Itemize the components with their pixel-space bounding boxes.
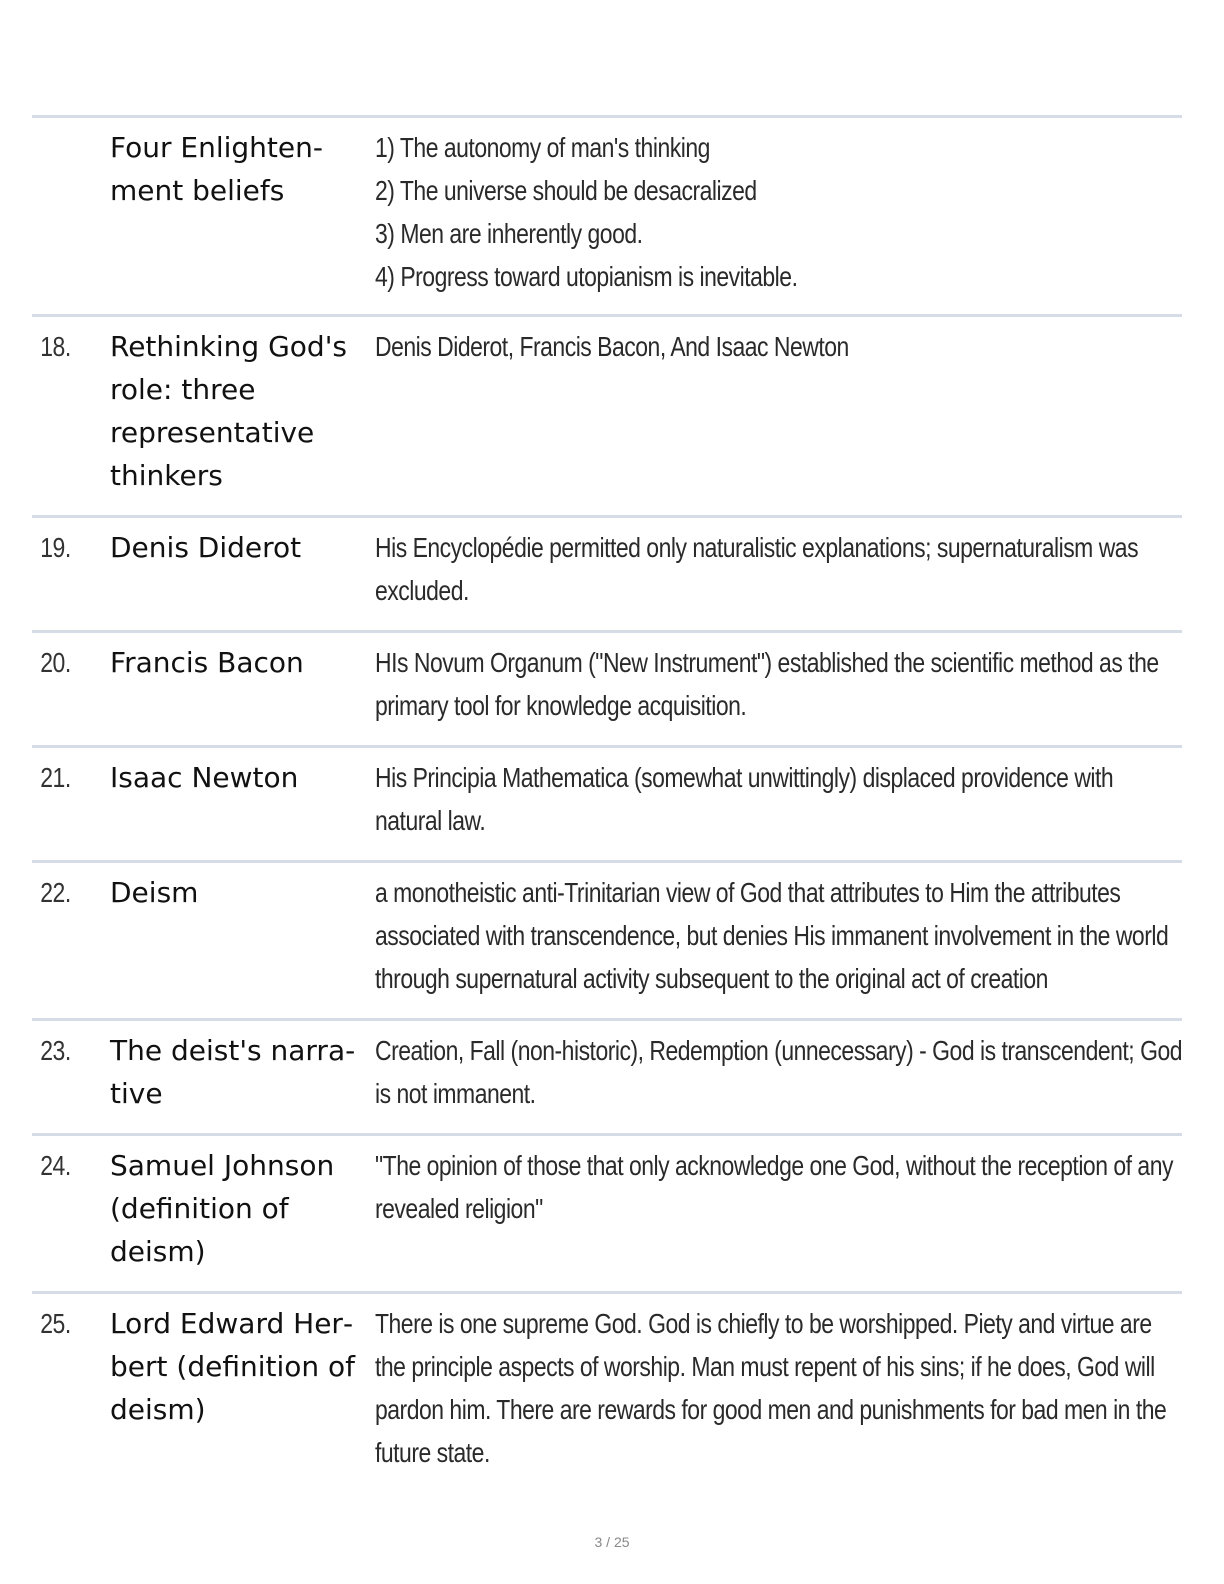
entry-number: 25. (40, 1308, 71, 1339)
entry-term: Isaac Newton (110, 761, 299, 794)
entry-definition (375, 526, 1182, 612)
entry-definition (375, 756, 1182, 842)
table-row (32, 314, 1182, 515)
table-row (32, 1018, 1182, 1133)
entry-term: Francis Bacon (110, 646, 304, 679)
definition-text: Creation, Fall (non-historic), Redemption (unnecessary) - God is transcendent; God is not immanent. (375, 1035, 1183, 1109)
entry-number: 22. (40, 877, 71, 908)
entry-definition (375, 1302, 1182, 1474)
entry-definition (375, 126, 1182, 298)
table-row (32, 860, 1182, 1018)
table-row (32, 115, 1182, 314)
entry-term: Four Enlightenment beliefs (110, 131, 323, 207)
entry-definition (375, 871, 1182, 1000)
table-row (32, 745, 1182, 860)
entry-number: 20. (40, 647, 71, 678)
entry-number: 19. (40, 532, 71, 563)
entry-definition (375, 641, 1182, 727)
table-row (32, 515, 1182, 630)
definition-line: 2) The universe should be desacralized (375, 175, 757, 206)
table-row (32, 630, 1182, 745)
entry-number: 23. (40, 1035, 71, 1066)
entry-definition (375, 325, 1182, 368)
definition-line: 3) Men are inherently good. (375, 218, 643, 249)
entry-term: The deist's narrative (110, 1034, 356, 1110)
table-row (32, 1133, 1182, 1291)
page-number: 3 / 25 (594, 1534, 630, 1550)
definition-text: a monotheistic anti-Trinitarian view of God that attributes to Him the attributes associated with transcendence, but denies His immanent involvement in the world through supernatural activity subsequent to the original act of creation (375, 877, 1169, 994)
entry-number: 21. (40, 762, 71, 793)
table-row (32, 1291, 1182, 1474)
definition-text: Denis Diderot, Francis Bacon, And Isaac Newton (375, 331, 849, 362)
entry-term: Samuel Johnson (definition of deism) (110, 1149, 335, 1268)
definition-text: "The opinion of those that only acknowledge one God, without the reception of any revealed religion" (375, 1150, 1173, 1224)
definition-text: HIs Novum Organum ("New Instrument") established the scientific method as the primary tool for knowledge acquisition. (375, 647, 1159, 721)
entry-term: Rethinking God's role: three representative thinkers (110, 330, 347, 492)
entry-definition (375, 1029, 1182, 1115)
definition-text: His Principia Mathematica (somewhat unwittingly) displaced providence with natural law. (375, 762, 1114, 836)
definition-text: There is one supreme God. God is chiefly to be worshipped. Piety and virtue are the principle aspects of worship. Man must repent of his sins; if he does, God will pardon him. There are rewards for good men and punishments for bad men in the future state. (375, 1308, 1167, 1468)
entry-term: Denis Diderot (110, 531, 302, 564)
entry-number: 24. (40, 1150, 71, 1181)
entry-term: Lord Edward Herbert (definition of deism) (110, 1307, 355, 1426)
entry-term: Deism (110, 876, 199, 909)
entry-definition (375, 1144, 1182, 1230)
flashcard-table (32, 115, 1182, 1474)
definition-text: His Encyclopédie permitted only naturalistic explanations; supernaturalism was excluded. (375, 532, 1139, 606)
definition-line: 1) The autonomy of man's thinking (375, 132, 710, 163)
entry-number: 18. (40, 331, 71, 362)
definition-line: 4) Progress toward utopianism is inevitable. (375, 261, 798, 292)
